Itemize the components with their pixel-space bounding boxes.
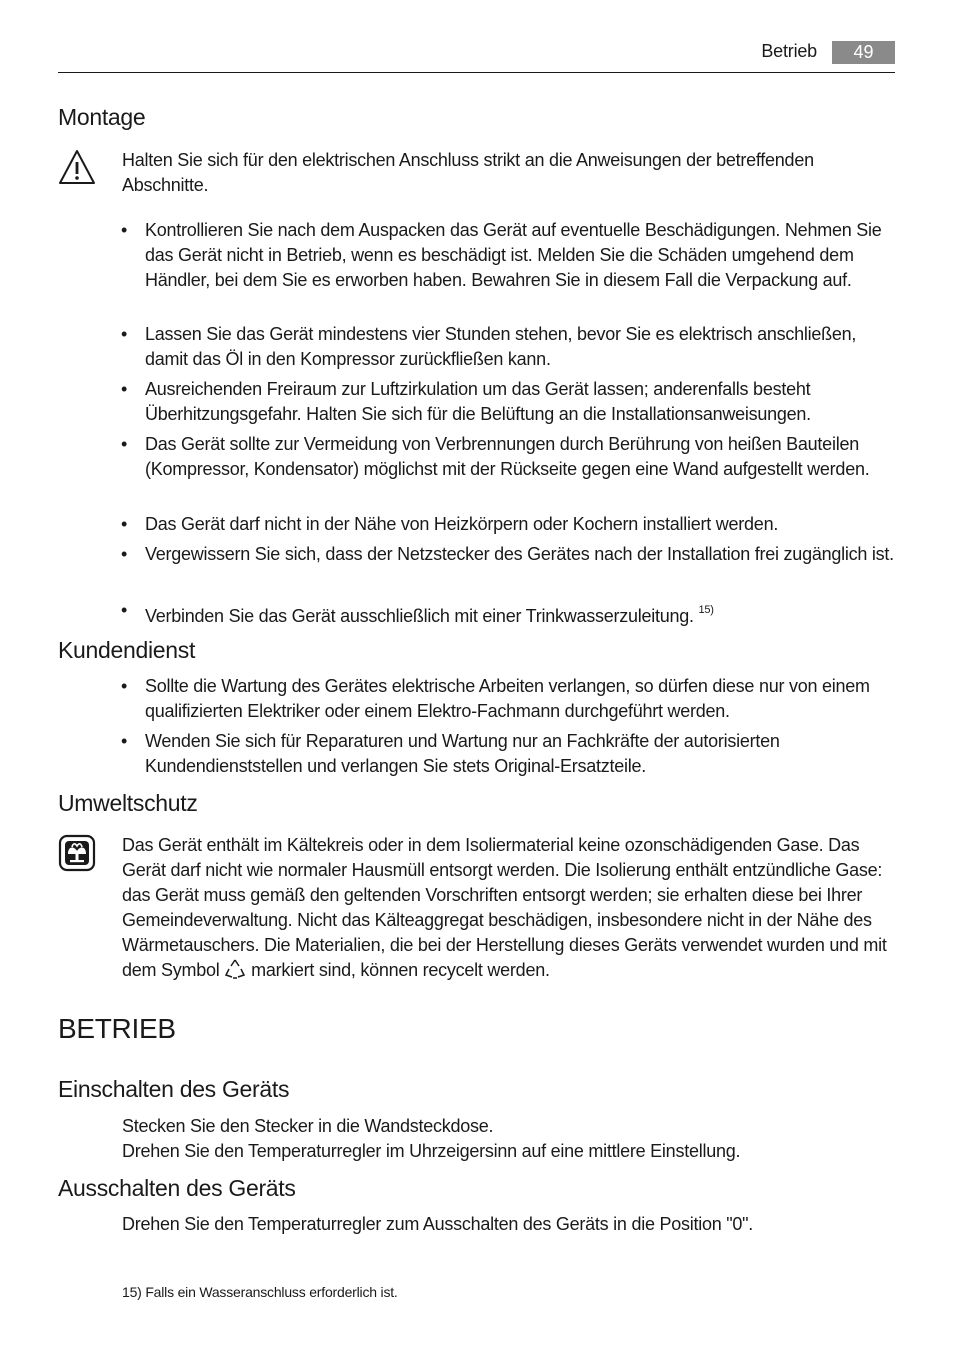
list-item: • Sollte die Wartung des Gerätes elektrische Arbeiten verlangen, so dürfen diese nur von einem qualifizierten Elektriker oder einem Elektro-Fachmann durchgeführt werden. [121, 676, 870, 721]
einschalten-heading: Einschalten des Geräts [58, 1076, 290, 1102]
list-item: • Das Gerät darf nicht in der Nähe von Heizkörpern oder Kochern installiert werden. [121, 512, 896, 537]
page-number: 49 [832, 41, 895, 64]
footnote: 15) Falls ein Wasseranschluss erforderlich ist. [122, 1284, 398, 1300]
bullet-icon: • [121, 324, 128, 344]
bullet-icon: • [121, 544, 128, 564]
list-item: • Verbinden Sie das Gerät ausschließlich mit einer Trinkwasserzuleitung. $^{15)}$ [121, 600, 714, 626]
footnote-ref: 15) [698, 604, 714, 616]
bullet-icon: • [121, 434, 128, 454]
umweltschutz-text: Das Gerät enthält im Kältekreis oder in dem Isoliermaterial keine ozonschädigenden Gase. Das Gerät darf nicht wie normaler Hausmüll entsorgt werden. Die Isolierung enthält entzündliche Gase: das Gerät muss gemäß den geltenden Vorschriften entsorgt werden; sie erhalten diese bei Ihrer Gemeindeverwaltung. Nicht das Kälteaggregat beschädigen, insbesondere nicht in der Nähe des Wärmetauschers. Die Materialien, die bei der Herstellung dieses Geräts verwendet wurden und mit dem Symbol markiert sind, können recycelt werden. [122, 833, 898, 987]
montage-heading: Montage [58, 104, 146, 130]
list-item: • Vergewissern Sie sich, dass der Netzstecker des Gerätes nach der Installation frei zugänglich ist. [121, 542, 896, 567]
montage-warning-text: Halten Sie sich für den elektrischen Anschluss strikt an die Anweisungen der betreffenden Abschnitte. [122, 150, 814, 195]
kundendienst-heading: Kundendienst [58, 637, 196, 663]
warning-icon [58, 148, 96, 191]
umweltschutz-heading: Umweltschutz [58, 790, 198, 816]
list-item: • Wenden Sie sich für Reparaturen und Wartung nur an Fachkräfte der autorisierten Kundendienststellen und verlangen Sie stets Original-Ersatzteile. [121, 731, 780, 776]
bullet-icon: • [121, 600, 128, 620]
bullet-icon: • [121, 676, 128, 696]
page-header [58, 40, 895, 73]
list-item: • Lassen Sie das Gerät mindestens vier Stunden stehen, bevor Sie es elektrisch anschließen, damit das Öl in den Kompressor zurückfließen kann. [121, 324, 857, 369]
list-item: • Ausreichenden Freiraum zur Luftzirkulation um das Gerät lassen; anderenfalls besteht Überhitzungsgefahr. Halten Sie sich für die Belüftung an die Installationsanweisungen. [121, 379, 811, 424]
ausschalten-text: Drehen Sie den Temperaturregler zum Ausschalten des Geräts in die Position "0". [122, 1214, 754, 1234]
header-section-title: Betrieb [761, 41, 817, 61]
list-item: • Das Gerät sollte zur Vermeidung von Verbrennungen durch Berührung von heißen Bauteilen (Kompressor, Kondensator) möglichst mit der Rückseite gegen eine Wand aufgestellt werden. [121, 434, 870, 479]
list-item: • Kontrollieren Sie nach dem Auspacken das Gerät auf eventuelle Beschädigungen. Nehmen Sie das Gerät nicht in Betrieb, wenn es beschädigt ist. Melden Sie die Schäden umgehend dem Händler, bei dem Sie es erworben haben. Bewahren Sie in diesem Fall die Verpackung auf. [121, 220, 882, 290]
recycling-icon [224, 958, 246, 987]
ausschalten-heading: Ausschalten des Geräts [58, 1175, 296, 1201]
bullet-icon: • [121, 379, 128, 399]
betrieb-heading: BETRIEB [58, 1013, 176, 1044]
bullet-icon: • [121, 220, 128, 240]
einschalten-text: Stecken Sie den Stecker in die Wandsteckdose. Drehen Sie den Temperaturregler im Uhrzeigersinn auf eine mittlere Einstellung. [122, 1116, 741, 1161]
bullet-icon: • [121, 514, 128, 534]
environment-icon [58, 834, 96, 877]
bullet-icon: • [121, 731, 128, 751]
